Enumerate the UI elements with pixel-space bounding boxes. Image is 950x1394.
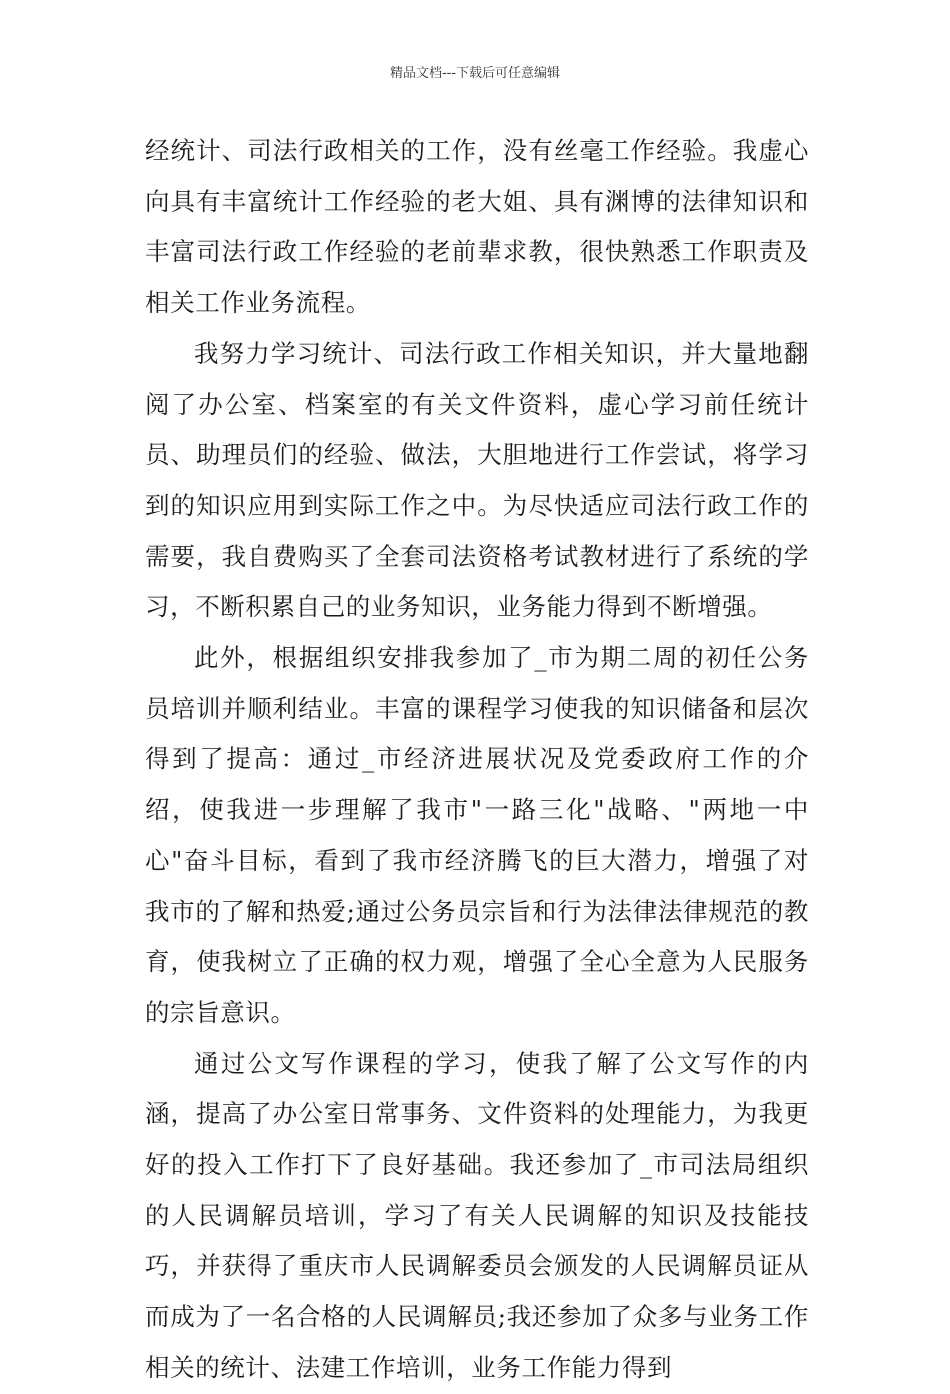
- paragraph-training: 此外，根据组织安排我参加了_市为期二周的初任公务员培训并顺利结业。丰富的课程学习使我的知识储备和层次得到了提高：通过_市经济进展状况及党委政府工作的介绍，使我进一步理解了我市"一路三化"战略、"两地一中心"奋斗目标，看到了我市经济腾飞的巨大潜力，增强了对我市的了解和热爱;通过公务员宗旨和行为法律法律规范的教育，使我树立了正确的权力观，增强了全心全意为人民服务的宗旨意识。: [145, 643, 809, 1027]
- document-body: [145, 126, 809, 1394]
- paragraph-continuation: 经统计、司法行政相关的工作，没有丝毫工作经验。我虚心向具有丰富统计工作经验的老大姐、具有渊博的法律知识和丰富司法行政工作经验的老前辈求教，很快熟悉工作职责及相关工作业务流程。: [145, 136, 809, 318]
- paragraph-study: 我努力学习统计、司法行政工作相关知识，并大量地翻阅了办公室、档案室的有关文件资料，虚心学习前任统计员、助理员们的经验、做法，大胆地进行工作尝试，将学习到的知识应用到实际工作之中。为尽快适应司法行政工作的需要，我自费购买了全套司法资格考试教材进行了系统的学习，不断积累自己的业务知识，业务能力得到不断增强。: [145, 338, 809, 622]
- page-header: 精品文档---下载后可任意编辑: [389, 66, 561, 81]
- paragraph-writing-course: 通过公文写作课程的学习，使我了解了公文写作的内涵，提高了办公室日常事务、文件资料的处理能力，为我更好的投入工作打下了良好基础。我还参加了_市司法局组织的人民调解员培训，学习了有关人民调解的知识及技能技巧，并获得了重庆市人民调解委员会颁发的人民调解员证从而成为了一名合格的人民调解员;我还参加了众多与业务工作相关的统计、法建工作培训，业务工作能力得到: [145, 1048, 809, 1382]
